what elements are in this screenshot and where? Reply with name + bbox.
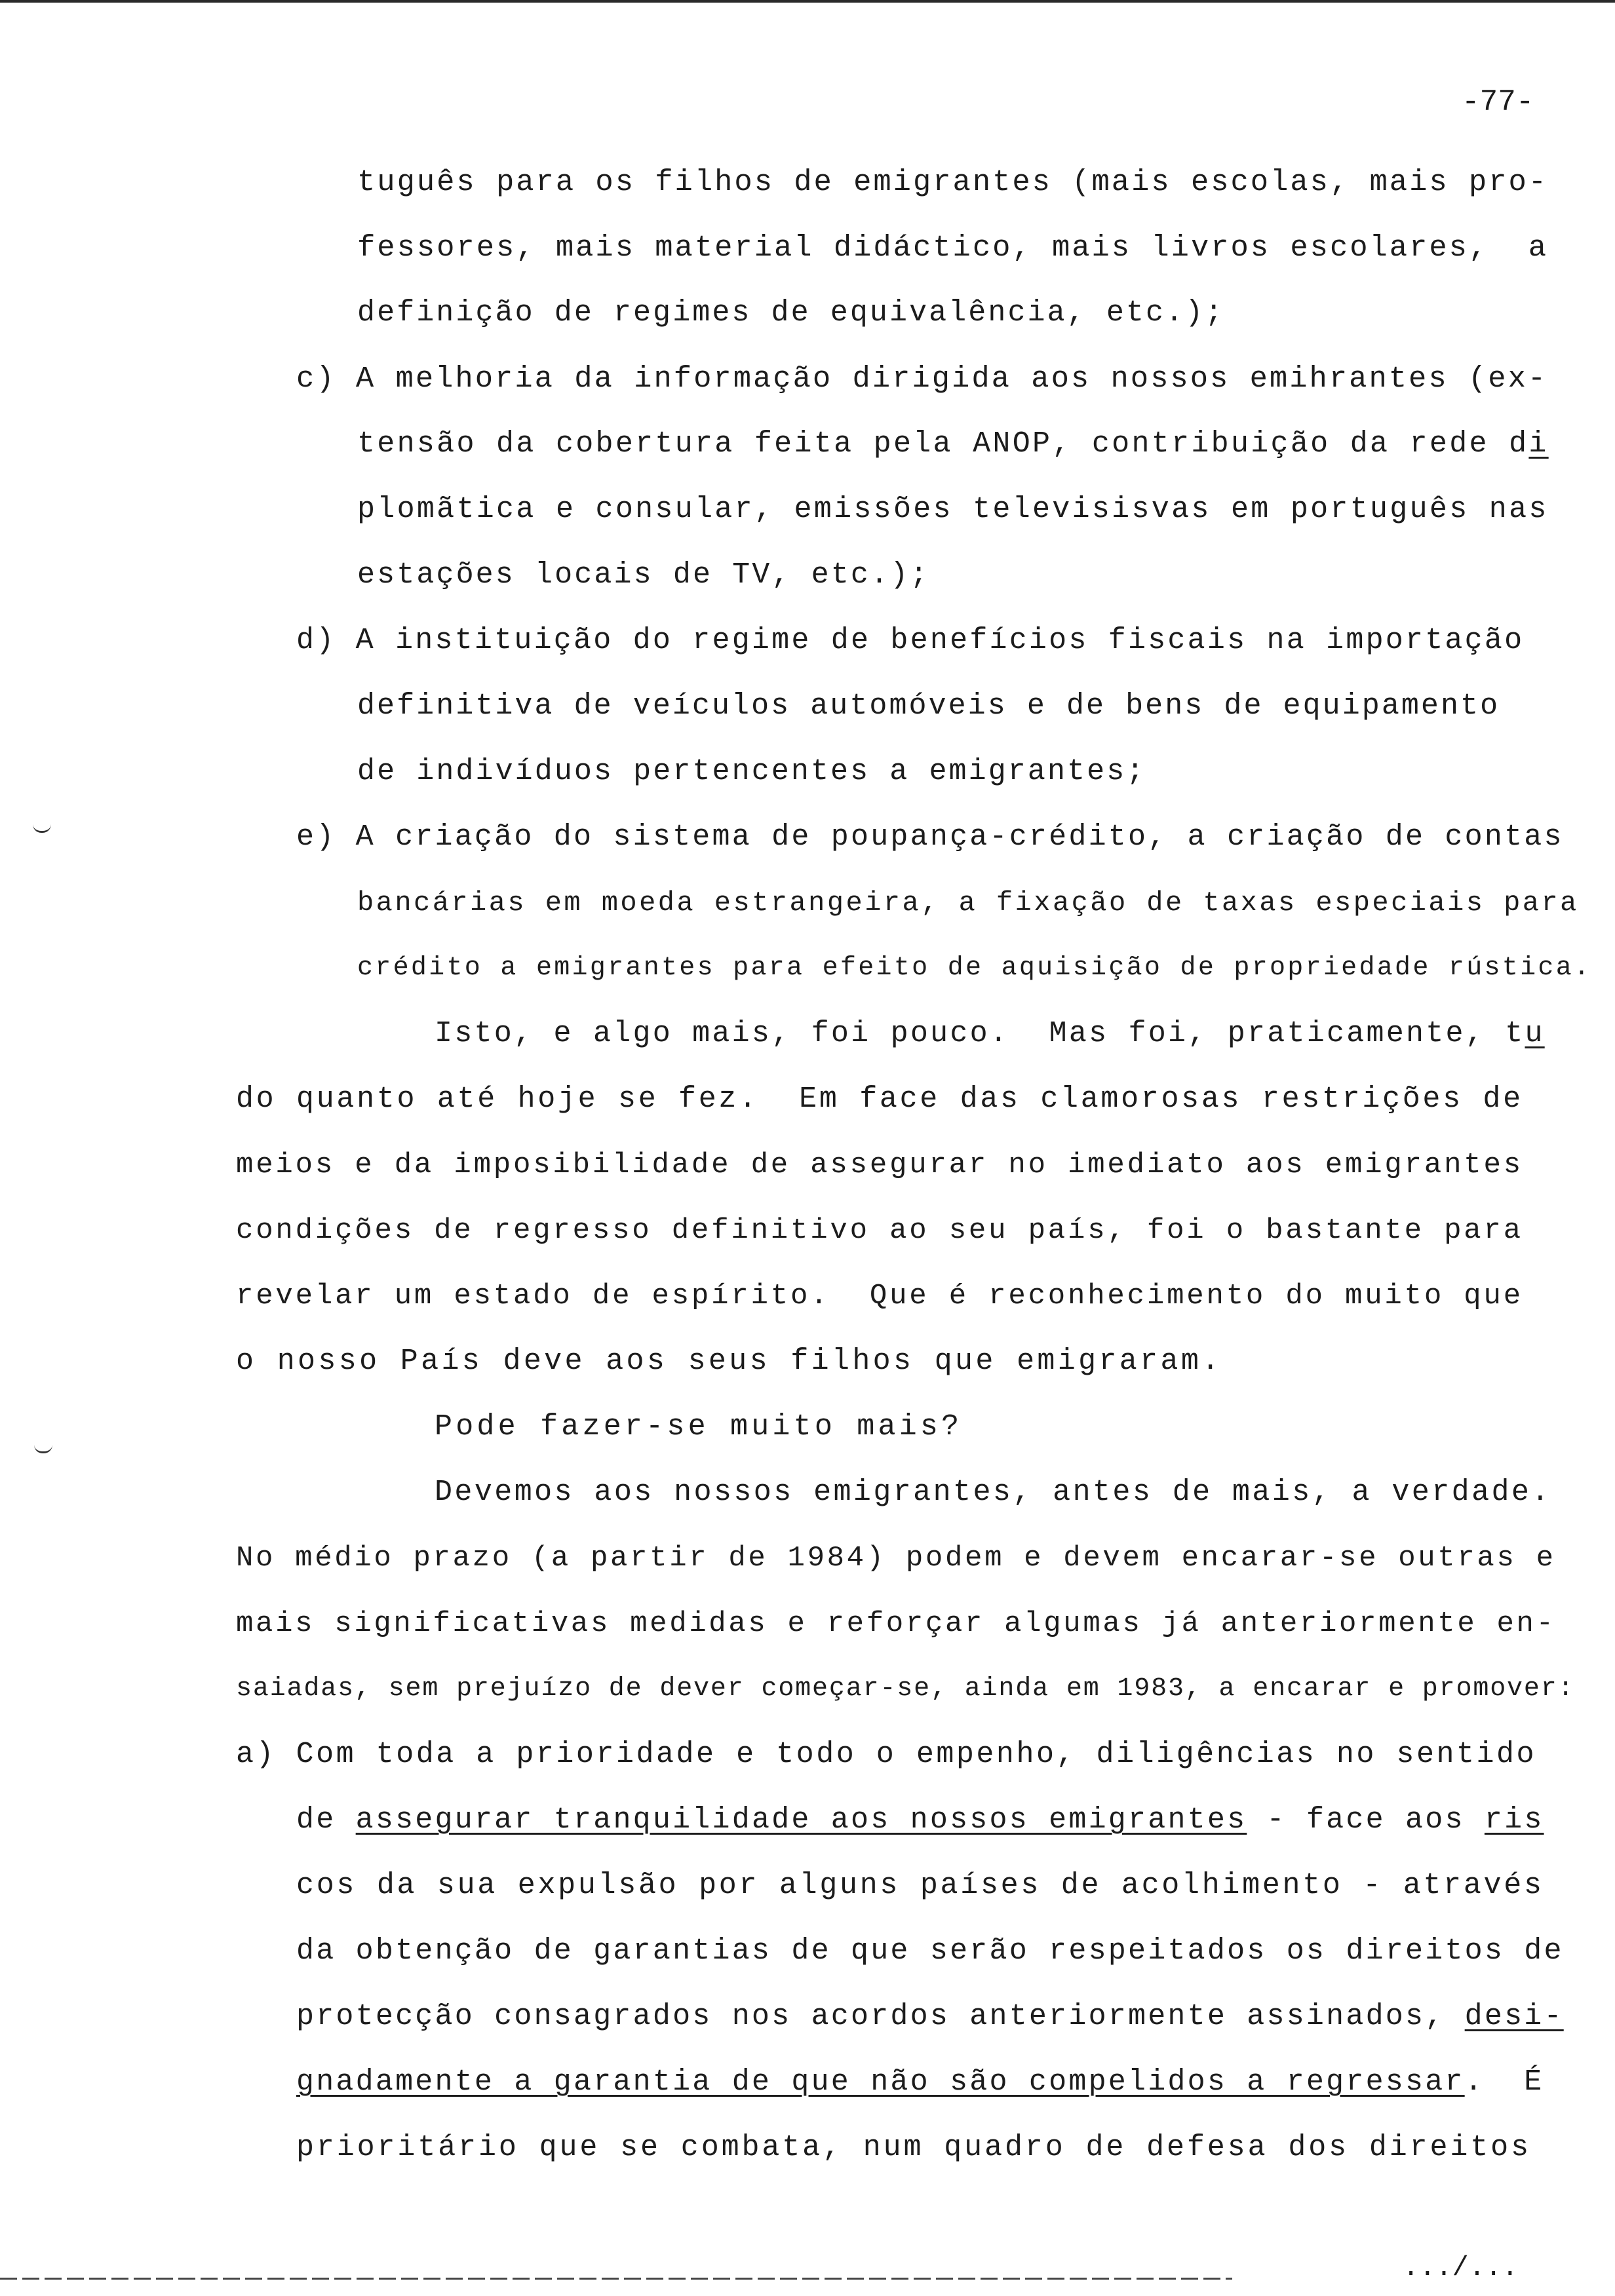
line-text: definição de regimes de equivalência, etc.); [357, 296, 1225, 330]
text-line [357, 752, 1146, 792]
line-text: mais significativas medidas e reforçar algumas já anteriormente en- [236, 1607, 1556, 1640]
text-line [236, 1211, 1523, 1250]
line-text: cos da sua expulsão por alguns países de acolhimento - através [296, 1869, 1544, 1902]
line-text: c) A melhoria da informação dirigida aos nossos emihrantes (ex- [296, 362, 1548, 396]
text-line [236, 1145, 1523, 1185]
underlined-text: gnadamente a garantia de que não são compelidos a regressar [296, 2065, 1465, 2099]
text-line [357, 163, 1548, 202]
line-text: condições de regresso definitivo ao seu país, foi o bastante para [236, 1214, 1523, 1247]
list-item-e [296, 818, 1564, 857]
line-text: . É [1464, 2065, 1544, 2099]
top-border-line [0, 0, 1615, 3]
bottom-dashed-line [0, 2278, 1232, 2280]
text-line [357, 883, 1579, 923]
text-line [236, 1670, 1574, 1709]
line-text: do quanto até hoje se fez. Em face das clamorosas restrições de [236, 1082, 1523, 1116]
line-text: Devemos aos nossos emigrantes, antes de mais, a verdade. [435, 1476, 1551, 1509]
line-text: de indivíduos pertencentes a emigrantes; [357, 755, 1146, 788]
text-line [296, 2128, 1531, 2168]
line-text: crédito a emigrantes para efeito de aquisição de propriedade rústica. [357, 953, 1592, 983]
paragraph-question [435, 1407, 962, 1447]
line-text: estações locais de TV, etc.); [357, 558, 930, 592]
line-text: tensão da cobertura feita pela ANOP, contribuição da rede d [357, 427, 1529, 461]
line-text: a) Com toda a prioridade e todo o empenho, diligências no sentido [236, 1738, 1537, 1771]
list-item-d [296, 621, 1524, 660]
line-text: definitiva de veículos automóveis e de bens de equipamento [357, 689, 1500, 723]
text-line [357, 425, 1549, 464]
underlined-text: desi- [1464, 2000, 1564, 2033]
continuation-mark: .../... [1403, 2252, 1519, 2284]
line-text: de [296, 1803, 356, 1837]
binding-mark-icon [34, 1445, 52, 1453]
line-text: bancárias em moeda estrangeira, a fixação de taxas especiais para [357, 887, 1579, 919]
list-item-c [296, 359, 1547, 398]
text-line [296, 1932, 1564, 1971]
line-text: Isto, e algo mais, foi pouco. Mas foi, praticamente, t [435, 1017, 1525, 1050]
line-text: meios e da imposibilidade de assegurar no imediato aos emigrantes [236, 1149, 1523, 1181]
list-item-a [236, 1735, 1536, 1774]
page-number: -77- [1462, 85, 1534, 119]
line-text: No médio prazo (a partir de 1984) podem e devem encarar-se outras e [236, 1542, 1556, 1575]
line-text: fessores, mais material didáctico, mais livros escolares, a [357, 231, 1549, 265]
line-text: plomãtica e consular, emissões televisisvas em português nas [357, 493, 1549, 526]
underlined-text: assegurar tranquilidade aos nossos emigrantes [355, 1803, 1247, 1837]
line-text: prioritário que se combata, num quadro de defesa dos direitos [296, 2131, 1531, 2164]
text-line [357, 294, 1224, 333]
text-line [236, 1539, 1556, 1578]
line-text: saiadas, sem prejuízo de dever começar-se, ainda em 1983, a encarar e promover: [236, 1674, 1575, 1704]
line-text: Pode fazer-se muito mais? [435, 1410, 963, 1444]
text-line [296, 1866, 1544, 1905]
paragraph-first-line [435, 1473, 1551, 1512]
text-line [357, 228, 1548, 267]
underlined-text: i [1528, 427, 1549, 461]
text-line [236, 1342, 1222, 1381]
text-line [236, 1080, 1523, 1119]
underlined-text: ris [1484, 1803, 1544, 1837]
text-line [357, 556, 929, 595]
line-text: revelar um estado de espírito. Que é reconhecimento do muito que [236, 1280, 1523, 1312]
text-line [357, 949, 1591, 988]
line-text: - face aos [1247, 1803, 1485, 1837]
line-text: tuguês para os filhos de emigrantes (mais escolas, mais pro- [357, 165, 1549, 199]
text-line [357, 490, 1549, 529]
line-text: protecção consagrados nos acordos anteriormente assinados, [296, 2000, 1465, 2033]
line-text: e) A criação do sistema de poupança-crédito, a criação de contas [296, 820, 1564, 854]
paragraph-first-line [435, 1014, 1545, 1054]
line-text: o nosso País deve aos seus filhos que emigraram. [236, 1345, 1222, 1378]
binding-mark-icon [33, 824, 51, 833]
text-line [296, 1801, 1544, 1840]
text-line [296, 1997, 1564, 2037]
text-line [296, 2063, 1544, 2102]
line-text: da obtenção de garantias de que serão respeitados os direitos de [296, 1934, 1564, 1968]
line-text: d) A instituição do regime de benefícios fiscais na importação [296, 624, 1525, 657]
text-line [357, 687, 1500, 726]
text-line [236, 1276, 1523, 1316]
underlined-text: u [1525, 1017, 1545, 1050]
text-line [236, 1604, 1556, 1643]
